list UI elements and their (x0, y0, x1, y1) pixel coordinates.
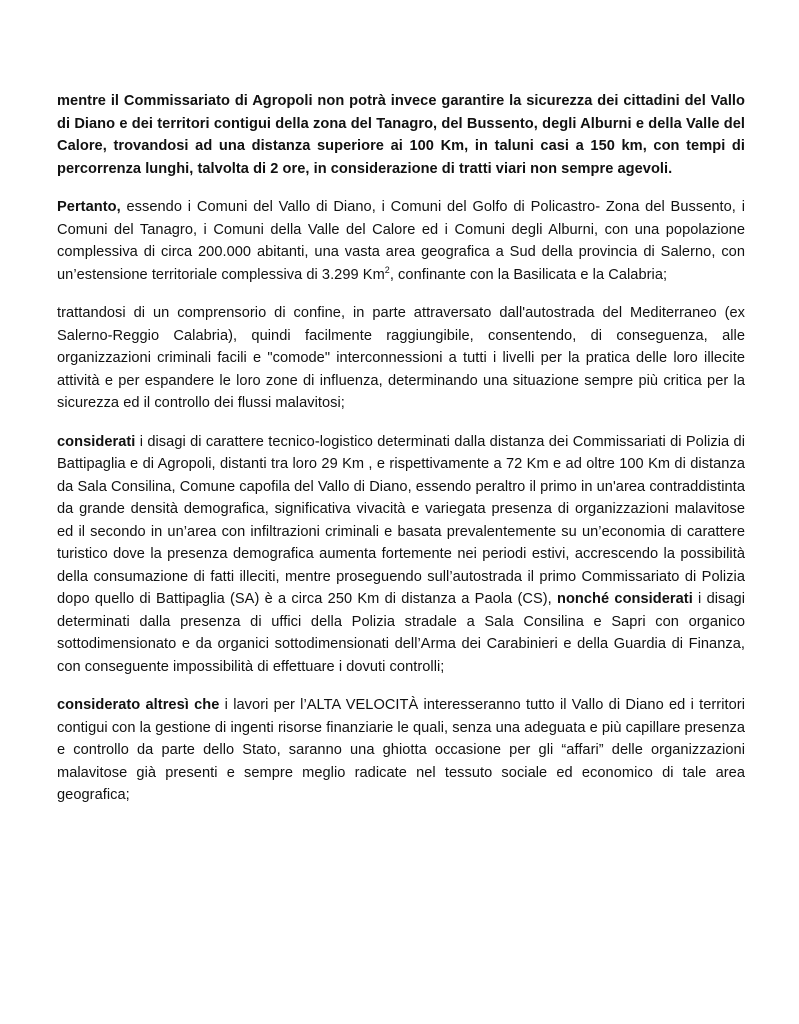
paragraph-2 (57, 196, 745, 286)
paragraph-4 (57, 431, 745, 679)
paragraph-4-lead: considerati (57, 433, 136, 450)
paragraph-2-text-a: essendo i Comuni del Vallo di Diano, i Comuni del Golfo di Policastro- Zona del Bussento, i Comuni del Tanagro, i Comuni della Valle del Calore ed i Comuni degli Alburni, con una popolazione complessiva di circa 200.000 abitanti, una vasta area geografica a Sud della provincia di Salerno, con un’estensione territoriale complessiva di 3.299 Km (57, 199, 745, 283)
paragraph-2-text-b: , confinante con la Basilicata e la Calabria; (389, 266, 668, 283)
superscript-2: 2 (384, 264, 390, 275)
paragraph-5-text: i lavori per l’ALTA VELOCITÀ interesseranno tutto il Vallo di Diano ed i territori contigui con la gestione di ingenti risorse finanziarie le quali, senza una adeguata e più capillare presenza e controllo da parte dello Stato, saranno una ghiotta occasione per gli “affari” delle organizzazioni malavitose già presenti e sempre meglio radicate nel tessuto sociale ed economico di tale area geografica; (57, 697, 745, 803)
paragraph-1 (57, 90, 745, 180)
paragraph-3 (57, 302, 745, 415)
document-page (57, 90, 745, 823)
paragraph-2-lead: Pertanto, (57, 199, 121, 215)
paragraph-4-bold-mid: nonché considerati (557, 591, 693, 607)
paragraph-4-text-b: i disagi determinati dalla presenza di uffici della Polizia stradale a Sala Consilina e Sapri con organico sottodimensionato e da organici sottodimensionati dell’Arma dei Carabinieri e della Guardia di Finanza, con conseguente impossibilità di effettuare i dovuti controlli; (57, 591, 746, 675)
paragraph-1-text: mentre il Commissariato di Agropoli non potrà invece garantire la sicurezza dei cittadini del Vallo di Diano e dei territori contigui della zona del Tanagro, del Bussento, degli Alburni e della Valle del Calore, trovandosi ad una distanza superiore ai 100 Km, in taluni casi a 150 km, con tempi di percorrenza lunghi, talvolta di 2 ore, in considerazione di tratti viari non sempre agevoli. (57, 93, 745, 177)
paragraph-4-text-a: i disagi di carattere tecnico-logistico determinati dalla distanza dei Commissariati di Polizia di Battipaglia e di Agropoli, distanti tra loro 29 Km , e rispettivamente a 72 Km e ad oltre 100 Km di distanza da Sala Consilina, Comune capofila del Vallo di Diano, essendo peraltro il primo in un'area contraddistinta da grande densità demografica, significativa vivacità e variegata presenza di organizzazioni malavitose ed il secondo in un’area con infiltrazioni criminali e basata prevalentemente su un’economia di carattere turistico dove la presenza demografica aumenta fortemente nei periodi estivi, accrescendo la possibilità della consumazione di fatti illeciti, mentre proseguendo sull’autostrada il primo Commissariato di Polizia dopo quello di Battipaglia (SA) è a circa 250 Km di distanza a Paola (CS), (57, 433, 745, 607)
paragraph-5-lead: considerato altresì che (57, 697, 220, 713)
paragraph-5 (57, 694, 745, 807)
paragraph-3-text: trattandosi di un comprensorio di confine, in parte attraversato dall'autostrada del Mediterraneo (ex Salerno-Reggio Calabria), quindi facilmente raggiungibile, consentendo, di conseguenza, alle organizzazioni criminali facili e "comode" interconnessioni a tutti i livelli per la pratica delle loro illecite attività e per espandere le loro zone di influenza, determinando una situazione sempre più critica per la sicurezza ed il controllo dei flussi malavitosi; (57, 305, 745, 411)
